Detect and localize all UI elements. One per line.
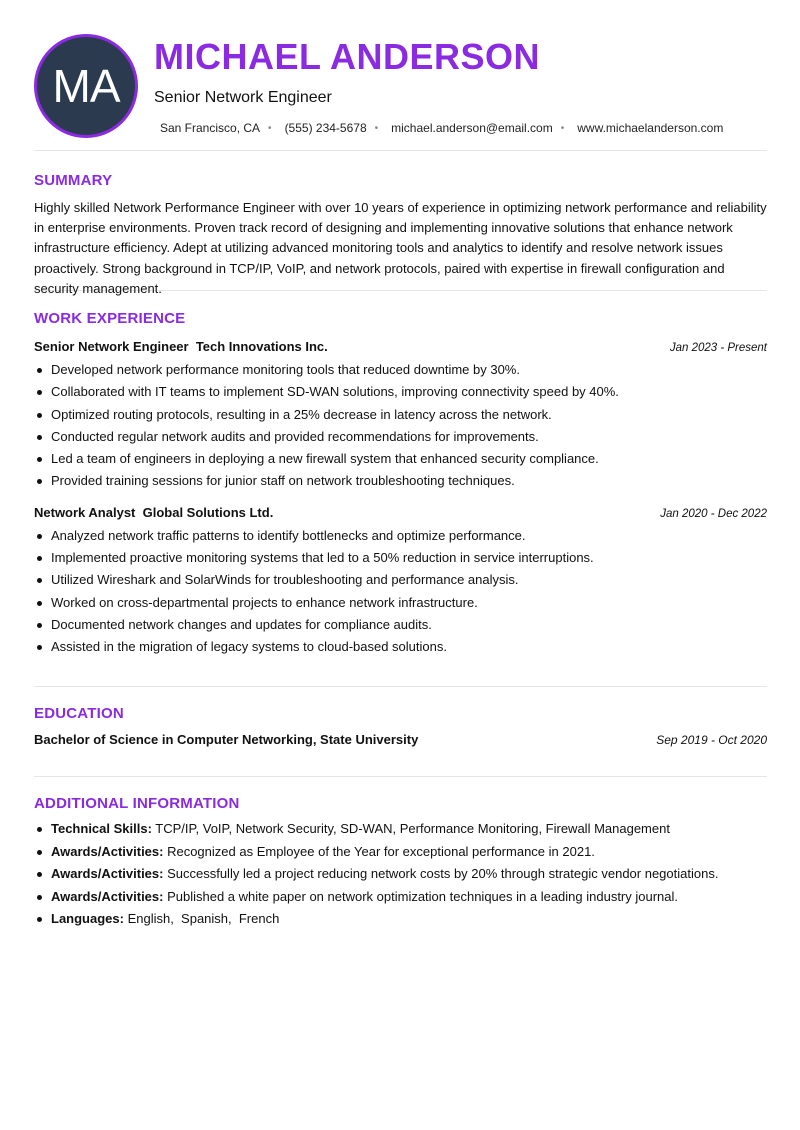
resume-page <box>34 0 767 931</box>
list-item: Collaborated with IT teams to implement SD-WAN solutions, improving connectivity speed by 40%. <box>34 381 767 403</box>
work-experience-section <box>34 291 767 687</box>
education-section <box>34 687 767 777</box>
education-date: Sep 2019 - Oct 2020 <box>656 733 767 747</box>
section-heading-summary: SUMMARY <box>34 172 113 189</box>
item-label: Awards/Activities: <box>51 843 164 859</box>
job-entry <box>34 339 767 493</box>
job-header <box>34 339 767 354</box>
job-bullets <box>34 525 767 659</box>
summary-section <box>34 151 767 296</box>
contact-email[interactable]: michael.anderson@email.com <box>391 121 553 135</box>
item-text: Published a white paper on network optimization techniques in a leading industry journal. <box>163 888 679 904</box>
job-date: Jan 2023 - Present <box>669 342 767 354</box>
additional-list <box>34 818 767 931</box>
section-heading-education: EDUCATION <box>34 705 124 722</box>
list-item: Worked on cross-departmental projects to enhance network infrastructure. <box>34 592 767 614</box>
list-item: Implemented proactive monitoring systems that led to a 50% reduction in service interruptions. <box>34 547 767 569</box>
item-label: Technical Skills: <box>51 821 152 836</box>
list-item: Assisted in the migration of legacy systems to cloud-based solutions. <box>34 636 767 658</box>
job-header <box>34 505 767 520</box>
job-date: Jan 2020 - Dec 2022 <box>660 507 767 520</box>
separator-dot-icon: • <box>268 122 272 134</box>
list-item <box>34 841 767 864</box>
separator-dot-icon: • <box>560 122 565 134</box>
job-role-company: Network Analyst Global Solutions Ltd. <box>34 504 274 520</box>
contact-info <box>160 121 723 135</box>
avatar-initials: MA <box>52 60 120 112</box>
item-text: TCP/IP, VoIP, Network Security, SD-WAN, Performance Monitoring, Firewall Management <box>151 821 670 836</box>
list-item: Optimized routing protocols, resulting in a 25% decrease in latency across the network. <box>34 404 767 426</box>
item-label: Awards/Activities: <box>51 888 164 904</box>
summary-text: Highly skilled Network Performance Engineer with over 10 years of experience in optimizing network performance and reliability in enterprise environments. Proven track record of designing and implementing innovative solutions that enhance network infrastructure efficiency. Adept at utilizing advanced monitoring tools and analytics to identify and resolve network issues proactively. Strong background in TCP/IP, VoIP, and network protocols, paired with expertise in firewall configuration and security management. <box>34 200 767 296</box>
list-item <box>34 818 767 841</box>
job-entry <box>34 505 767 659</box>
list-item <box>34 863 767 886</box>
resume-header <box>34 0 767 151</box>
separator-dot-icon: • <box>374 122 379 134</box>
contact-location: San Francisco, CA <box>160 121 261 135</box>
item-label: Awards/Activities: <box>51 866 164 882</box>
section-heading-work: WORK EXPERIENCE <box>34 310 186 327</box>
candidate-name: MICHAEL ANDERSON <box>154 36 541 77</box>
contact-website[interactable]: www.michaelanderson.com <box>577 121 724 135</box>
list-item <box>34 886 767 909</box>
section-heading-additional: ADDITIONAL INFORMATION <box>34 795 240 812</box>
additional-info-section <box>34 777 767 931</box>
list-item: Led a team of engineers in deploying a new firewall system that enhanced security compliance. <box>34 448 767 470</box>
education-entry <box>34 732 767 747</box>
list-item: Conducted regular network audits and provided recommendations for improvements. <box>34 426 767 448</box>
item-text: Successfully led a project reducing network costs by 20% through strategic vendor negotiations. <box>163 866 719 882</box>
item-label: Languages: <box>51 911 124 927</box>
item-text: Recognized as Employee of the Year for exceptional performance in 2021. <box>163 843 595 859</box>
list-item: Developed network performance monitoring tools that reduced downtime by 30%. <box>34 359 767 381</box>
item-text: English, Spanish, French <box>123 911 280 927</box>
degree: Bachelor of Science in Computer Networking, State University <box>34 732 419 747</box>
job-bullets <box>34 359 767 493</box>
avatar <box>34 34 138 138</box>
job-title: Senior Network Engineer <box>154 89 332 106</box>
contact-phone[interactable]: (555) 234-5678 <box>284 121 367 135</box>
list-item: Analyzed network traffic patterns to identify bottlenecks and optimize performance. <box>34 525 767 547</box>
list-item: Utilized Wireshark and SolarWinds for troubleshooting and performance analysis. <box>34 569 767 591</box>
list-item: Documented network changes and updates for compliance audits. <box>34 614 767 636</box>
list-item: Provided training sessions for junior staff on network troubleshooting techniques. <box>34 470 767 492</box>
job-role-company: Senior Network Engineer Tech Innovations Inc. <box>34 339 328 354</box>
list-item <box>34 908 767 931</box>
